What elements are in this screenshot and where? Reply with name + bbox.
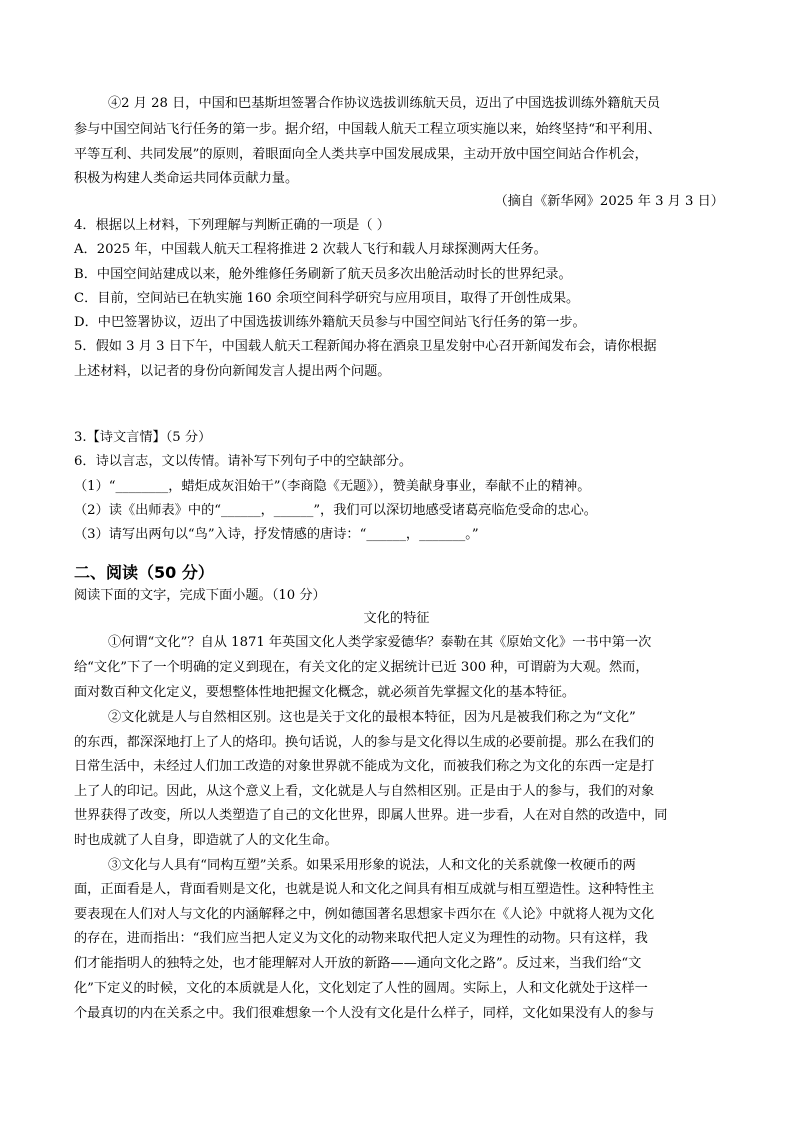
paragraph-3-line-7: 个最真切的内在关系之中。我们很难想象一个人没有文化是什么样子，同样，文化如果没有人的参与 [74,1006,655,1021]
paragraph-4-line-1: ④2 月 28 日，中国和巴基斯坦签署合作协议选拔训练航天员，迈出了中国选拔训练外籍航天员 [108,96,661,111]
part-2-heading: 二、阅读（50 分） [74,563,214,582]
paragraph-3-line-5: 们才能指明人的独特之处，也才能理解对人开放的新路——通向文化之路”。反过来，当我们给“文 [74,956,642,971]
question-5-line-1: 5．假如 3 月 3 日下午，中国载人航天工程新闻办将在酒泉卫星发射中心召开新闻发布会，请你根据 [74,339,657,354]
question-6-item-1: （1）“________，蜡炬成灰泪始干”（李商隐《无题》），赞美献身事业，奉献不止的精神。 [74,479,591,494]
paragraph-2-line-6: 时也成就了人自身，即造就了人的文化生命。 [74,833,338,848]
paragraph-1-line-3: 面对数百种文化定义，要想整体性地把握文化概念，就必须首先掌握文化的基本特征。 [74,685,576,700]
paragraph-4-line-3: 平等互利、共同发展”的原则，着眼面向全人类共享中国发展成果，主动开放中国空间站合作机会， [74,147,648,162]
paragraph-2-line-4: 上了人的印记。因此，从这个意义上看，文化就是人与自然相区别。正是由于人的参与，我们的对象 [74,784,655,799]
paragraph-3-line-4: 的存在，进而指出：“我们应当把人定义为文化的动物来取代把人定义为理性的动物。只有这样，我 [74,931,648,946]
source-citation: （摘自《新华网》2025 年 3 月 3 日） [494,194,724,209]
paragraph-3-line-1: ③文化与人具有“同构互塑”关系。如果采用形象的说法，人和文化的关系就像一枚硬币的两 [108,858,636,873]
article-title: 文化的特征 [363,611,430,626]
paragraph-1-line-1: ①何谓“文化”？自从 1871 年英国文化人类学家爱德华？泰勒在其《原始文化》一书中第一次 [108,635,652,650]
question-4-option-b: B．中国空间站建成以来，舱外维修任务刷新了航天员多次出舱活动时长的世界纪录。 [74,267,572,282]
paragraph-3-line-2: 面，正面看是人，背面看则是文化，也就是说人和文化之间具有相互成就与相互塑造性。这种特性主 [74,882,655,897]
section-3-title: 3.【诗文言情】（5 分） [74,430,212,445]
paragraph-2-line-1: ②文化就是人与自然相区别。这也是关于文化的最根本特征，因为凡是被我们称之为“文化” [108,710,636,725]
question-4-option-a: A．2025 年，中国载人航天工程将推进 2 次载人飞行和载人月球探测两大任务。 [74,242,547,257]
reading-intro: 阅读下面的文字，完成下面小题。（10 分） [74,588,326,603]
question-4-stem: 4．根据以上材料，下列理解与判断正确的一项是（ ） [74,218,390,233]
question-6-item-2: （2）读《出师表》中的“______，______”，我们可以深切地感受诸葛亮临危受命的忠心。 [74,503,597,518]
paragraph-2-line-5: 世界获得了改变，所以人类塑造了自己的文化世界，即属人世界。进一步看，人在对自然的改造中，同 [74,808,668,823]
paragraph-2-line-3: 日常生活中，未经过人们加工改造的对象世界就不能成为文化，而被我们称之为文化的东西一定是打 [74,759,655,774]
question-6-stem: 6．诗以言志，文以传情。请补写下列句子中的空缺部分。 [74,454,413,469]
paragraph-3-line-6: 化”下定义的时候，文化的本质就是人化，文化划定了人性的圆周。实际上，人和文化就处于这样一 [74,981,648,996]
paragraph-4-line-4: 积极为构建人类命运共同体贡献力量。 [74,171,299,186]
question-4-option-c: C．目前，空间站已在轨实施 160 余项空间科学研究与应用项目，取得了开创性成果。 [74,291,580,306]
paragraph-3-line-3: 要表现在人们对人与文化的内涵解释之中，例如德国著名思想家卡西尔在《人论》中就将人视为文化 [74,907,655,922]
question-5-line-2: 上述材料，以记者的身份向新闻发言人提出两个问题。 [74,364,391,379]
paragraph-4-line-2: 参与中国空间站飞行任务的第一步。据介绍，中国载人航天工程立项实施以来，始终坚持“和平利用、 [74,122,661,137]
paragraph-2-line-2: 的东西，都深深地打上了人的烙印。换句话说，人的参与是文化得以生成的必要前提。那么在我们的 [74,735,655,750]
question-4-option-d: D．中巴签署协议，迈出了中国选拔训练外籍航天员参与中国空间站飞行任务的第一步。 [74,315,586,330]
paragraph-1-line-2: 给“文化”下了一个明确的定义到现在，有关文化的定义据统计已近 300 种，可谓蔚为大观。然而， [74,660,649,675]
question-6-item-3: （3）请写出两句以“鸟”入诗，抒发情感的唐诗：“______，_______。” [74,527,479,542]
